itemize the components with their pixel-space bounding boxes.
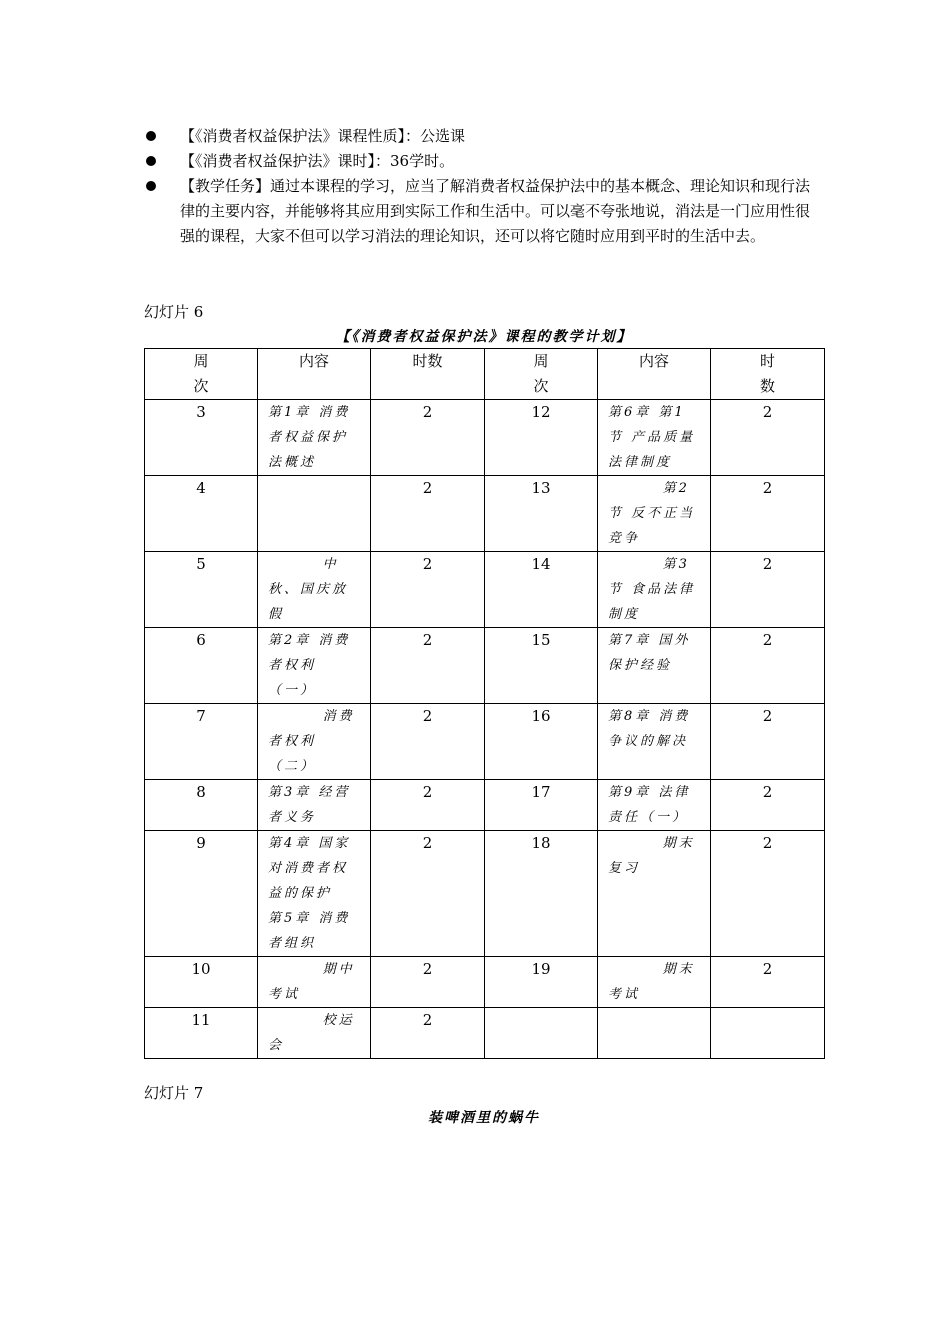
header-week: 周次 <box>145 349 258 400</box>
content-line: 第4章 国家 <box>268 836 351 851</box>
content-line: 者权益保护 <box>268 430 349 445</box>
week-cell-2: 13 <box>485 476 598 552</box>
content-line: 第3 <box>662 557 690 572</box>
content-line: 责任（一） <box>608 810 689 825</box>
content-cell-2 <box>598 1008 711 1059</box>
content-line: 节 食品法律 <box>608 582 696 597</box>
week-cell: 9 <box>145 831 258 957</box>
content-line: 对消费者权 <box>268 861 349 876</box>
content-line: 消费 <box>322 709 355 724</box>
content-line: 考试 <box>268 987 301 1002</box>
header-content-2: 内容 <box>598 349 711 400</box>
content-cell <box>258 476 371 552</box>
table-row <box>145 552 825 628</box>
content-cell-2 <box>598 400 711 476</box>
content-cell-2 <box>598 628 711 704</box>
content-cell <box>258 831 371 957</box>
content-cell <box>258 400 371 476</box>
week-cell: 8 <box>145 780 258 831</box>
week-cell-2: 16 <box>485 704 598 780</box>
table-row <box>145 831 825 957</box>
table-row <box>145 628 825 704</box>
content-cell-2 <box>598 957 711 1008</box>
hours-cell-2 <box>711 1008 825 1059</box>
week-cell: 6 <box>145 628 258 704</box>
hours-cell: 2 <box>371 628 485 704</box>
content-line: 者义务 <box>268 810 317 825</box>
hours-cell-2: 2 <box>711 628 825 704</box>
table-row <box>145 400 825 476</box>
hours-cell-2: 2 <box>711 957 825 1008</box>
content-line: 第7章 国外 <box>608 633 691 648</box>
week-cell-2: 12 <box>485 400 598 476</box>
content-cell <box>258 628 371 704</box>
content-line: 期末 <box>662 962 695 977</box>
header-content: 内容 <box>258 349 371 400</box>
hours-cell: 2 <box>371 957 485 1008</box>
content-line: （二） <box>268 759 317 774</box>
bullet-teaching-task: 【教学任务】通过本课程的学习，应当了解消费者权益保护法中的基本概念、理论知识和现行法律的主要内容，并能够将其应用到实际工作和生活中。可以毫不夸张地说，消法是一门应用性很强的课程，大家不但可以学习消法的理论知识，还可以将它随时应用到平时的生活中去。 <box>144 174 824 249</box>
hours-cell-2: 2 <box>711 704 825 780</box>
content-cell <box>258 552 371 628</box>
content-cell-2 <box>598 780 711 831</box>
intro-bullet-list <box>144 124 824 249</box>
content-line: 中 <box>322 557 339 572</box>
content-line: 秋、国庆放 <box>268 582 349 597</box>
week-cell-2: 18 <box>485 831 598 957</box>
bullet-course-hours: 【《消费者权益保护法》课时】：36学时。 <box>144 149 824 174</box>
content-line: 期末 <box>662 836 695 851</box>
week-cell-2 <box>485 1008 598 1059</box>
slide-7-title: 装啤酒里的蜗牛 <box>428 1110 540 1126</box>
bullet-course-nature: 【《消费者权益保护法》课程性质】：公选课 <box>144 124 824 149</box>
week-cell-2: 14 <box>485 552 598 628</box>
table-row <box>145 957 825 1008</box>
content-line: 者权利 <box>268 658 317 673</box>
week-cell-2: 15 <box>485 628 598 704</box>
content-line: 节 产品质量 <box>608 430 696 445</box>
content-line: 争议的解决 <box>608 734 689 749</box>
content-cell-2 <box>598 552 711 628</box>
hours-cell: 2 <box>371 400 485 476</box>
week-cell: 5 <box>145 552 258 628</box>
content-line: 第8章 消费 <box>608 709 691 724</box>
hours-cell-2: 2 <box>711 400 825 476</box>
week-cell: 3 <box>145 400 258 476</box>
hours-cell: 2 <box>371 552 485 628</box>
content-line: 者组织 <box>268 936 317 951</box>
teaching-plan-title: 【《消费者权益保护法》课程的教学计划】 <box>335 329 633 345</box>
content-cell-2 <box>598 476 711 552</box>
content-line: （一） <box>268 683 317 698</box>
content-cell <box>258 704 371 780</box>
week-cell-2: 19 <box>485 957 598 1008</box>
bullet-dot <box>146 181 156 191</box>
hours-cell-2: 2 <box>711 552 825 628</box>
content-line: 会 <box>268 1038 285 1053</box>
content-line: 竞争 <box>608 531 641 546</box>
header-hours-2: 时数 <box>711 349 825 400</box>
content-line: 第1章 消费 <box>268 405 351 420</box>
week-cell: 10 <box>145 957 258 1008</box>
table-row <box>145 1008 825 1059</box>
content-line: 校运 <box>322 1013 355 1028</box>
content-cell <box>258 780 371 831</box>
table-row <box>145 704 825 780</box>
content-cell <box>258 957 371 1008</box>
content-line: 第5章 消费 <box>268 911 351 926</box>
hours-cell: 2 <box>371 1008 485 1059</box>
teaching-plan-table <box>144 348 825 1059</box>
bullet-dot <box>146 156 156 166</box>
content-line: 第2 <box>662 481 690 496</box>
content-line: 保护经验 <box>608 658 673 673</box>
table-header-row <box>145 349 825 400</box>
content-line: 复习 <box>608 861 641 876</box>
hours-cell: 2 <box>371 831 485 957</box>
hours-cell: 2 <box>371 780 485 831</box>
content-cell-2 <box>598 831 711 957</box>
table-row <box>145 476 825 552</box>
content-cell <box>258 1008 371 1059</box>
hours-cell: 2 <box>371 704 485 780</box>
content-line: 法律制度 <box>608 455 673 470</box>
content-line: 第3章 经营 <box>268 785 351 800</box>
hours-cell-2: 2 <box>711 780 825 831</box>
table-row <box>145 780 825 831</box>
content-line: 者权利 <box>268 734 317 749</box>
content-line: 假 <box>268 607 285 622</box>
content-line: 第2章 消费 <box>268 633 351 648</box>
week-cell-2: 17 <box>485 780 598 831</box>
hours-cell-2: 2 <box>711 476 825 552</box>
header-hours: 时数 <box>371 349 485 400</box>
week-cell: 4 <box>145 476 258 552</box>
slide-7-label: 幻灯片 7 <box>144 1084 204 1102</box>
content-line: 节 反不正当 <box>608 506 696 521</box>
bullet-dot <box>146 131 156 141</box>
content-line: 第6章 第1 <box>608 405 686 420</box>
content-cell-2 <box>598 704 711 780</box>
week-cell: 7 <box>145 704 258 780</box>
content-line: 期中 <box>322 962 355 977</box>
content-line: 第9章 法律 <box>608 785 691 800</box>
content-line: 考试 <box>608 987 641 1002</box>
hours-cell: 2 <box>371 476 485 552</box>
content-line: 制度 <box>608 607 641 622</box>
hours-cell-2: 2 <box>711 831 825 957</box>
week-cell: 11 <box>145 1008 258 1059</box>
content-line: 法概述 <box>268 455 317 470</box>
header-week-2: 周次 <box>485 349 598 400</box>
slide-6-label: 幻灯片 6 <box>144 303 204 321</box>
content-line: 益的保护 <box>268 886 333 901</box>
